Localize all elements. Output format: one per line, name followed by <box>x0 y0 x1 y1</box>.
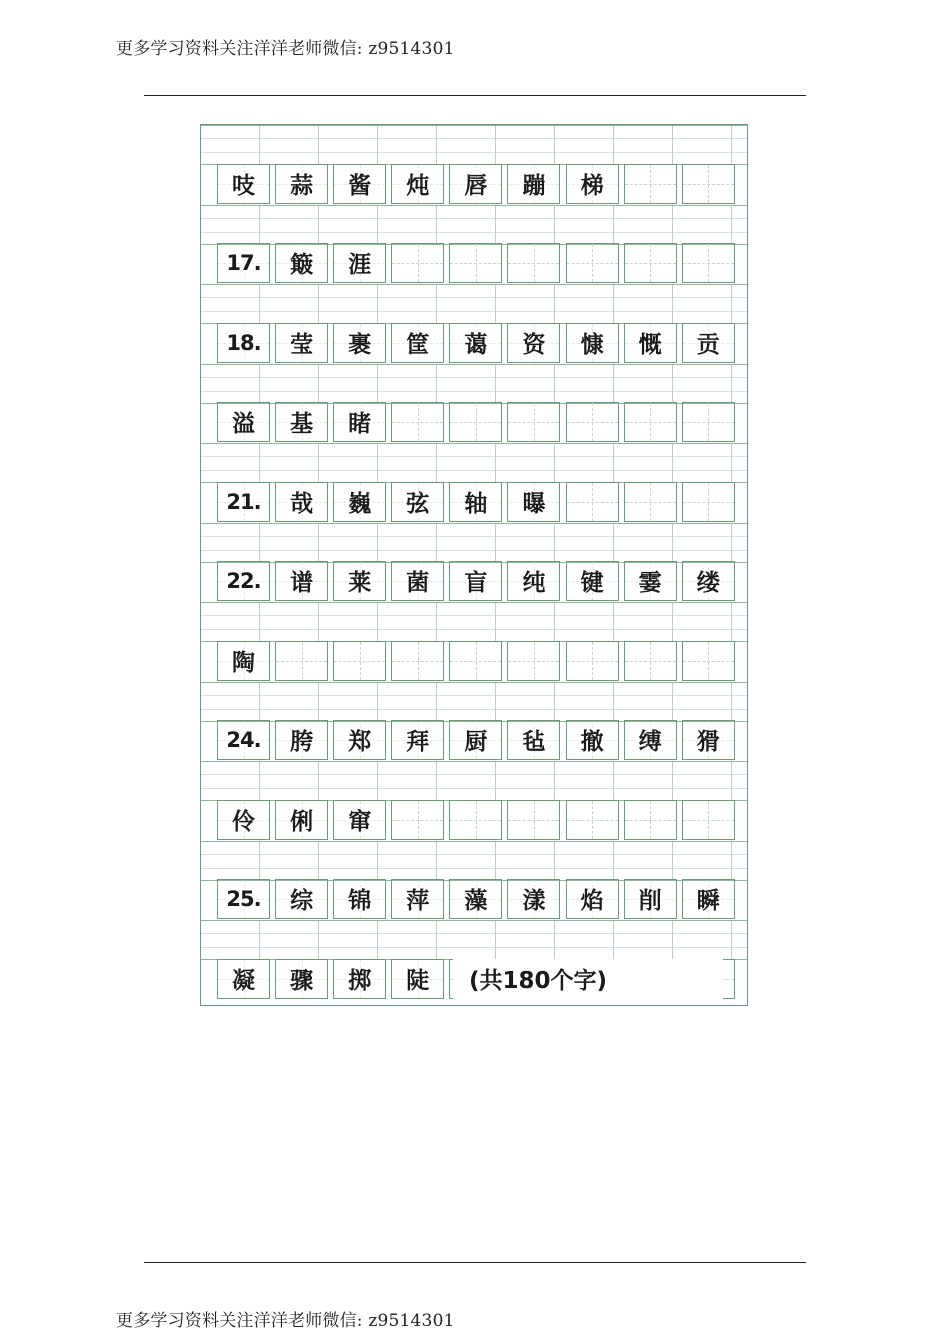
character-cell <box>449 164 502 204</box>
spacer-band <box>201 761 747 801</box>
cell-text: 裹 <box>348 332 372 358</box>
cell-text: 24. <box>226 727 261 752</box>
character-cell <box>275 800 328 840</box>
empty-cell <box>391 243 444 283</box>
character-cell <box>333 482 386 522</box>
character-cell <box>449 561 502 601</box>
character-cell <box>682 720 735 760</box>
cell-text: 毡 <box>522 729 546 755</box>
empty-cell <box>507 243 560 283</box>
cell-text: 撤 <box>580 729 604 755</box>
header-watermark-text: 更多学习资料关注洋洋老师微信: z9514301 <box>116 39 455 59</box>
cell-text: 综 <box>290 888 314 914</box>
grid-row <box>217 561 731 601</box>
empty-cell <box>624 402 677 442</box>
cell-text: 蒜 <box>290 173 314 199</box>
character-cell <box>682 879 735 919</box>
character-cell <box>449 482 502 522</box>
cell-text: 巍 <box>348 491 372 517</box>
cell-text: 锦 <box>348 888 372 914</box>
character-cell <box>682 323 735 363</box>
total-note-text: (共180个字) <box>469 968 608 994</box>
empty-cell <box>682 482 735 522</box>
grid-row <box>217 800 731 840</box>
empty-cell <box>507 402 560 442</box>
cell-text: 拜 <box>406 729 430 755</box>
empty-cell <box>682 164 735 204</box>
character-cell <box>566 164 619 204</box>
grid-row <box>217 402 731 442</box>
cell-text: 炖 <box>406 173 430 199</box>
empty-cell <box>624 164 677 204</box>
cell-text: 25. <box>226 886 261 911</box>
empty-cell <box>566 482 619 522</box>
cell-text: 唇 <box>464 173 488 199</box>
lesson-number-cell <box>217 482 270 522</box>
cell-text: 萍 <box>406 888 430 914</box>
character-cell <box>275 720 328 760</box>
cell-text: 17. <box>226 250 261 275</box>
cell-text: 缕 <box>696 570 720 596</box>
character-cell <box>449 720 502 760</box>
empty-cell <box>682 800 735 840</box>
character-cell <box>449 879 502 919</box>
empty-cell <box>566 800 619 840</box>
empty-cell <box>566 243 619 283</box>
cell-text: 纯 <box>522 570 546 596</box>
cell-text: 轴 <box>464 491 488 517</box>
character-cell <box>333 720 386 760</box>
cell-text: 曝 <box>522 491 546 517</box>
cell-text: 哉 <box>290 491 314 517</box>
grid-row <box>217 879 731 919</box>
empty-cell <box>682 641 735 681</box>
footer-watermark-text: 更多学习资料关注洋洋老师微信: z9514301 <box>116 1311 455 1331</box>
spacer-band <box>201 841 747 881</box>
spacer-band <box>201 443 747 483</box>
grid-row <box>217 164 731 204</box>
spacer-band <box>201 284 747 324</box>
spacer-band <box>201 920 747 960</box>
footer-rule <box>144 1262 806 1263</box>
cell-text: 陶 <box>232 650 255 676</box>
cell-text: 胯 <box>290 729 314 755</box>
cell-text: 霎 <box>638 570 662 596</box>
character-cell <box>391 720 444 760</box>
character-cell <box>275 402 328 442</box>
cell-text: 瞬 <box>696 888 720 914</box>
character-cell <box>217 800 270 840</box>
empty-cell <box>391 800 444 840</box>
cell-text: 莹 <box>290 332 314 358</box>
cell-text: 漾 <box>522 888 546 914</box>
empty-cell <box>566 641 619 681</box>
character-cell <box>449 323 502 363</box>
grid-row <box>217 243 731 283</box>
character-cell <box>275 959 328 999</box>
cell-text: 慨 <box>638 332 662 358</box>
character-cell <box>333 164 386 204</box>
cell-text: 陡 <box>406 968 430 994</box>
spacer-band <box>201 682 747 722</box>
empty-cell <box>682 402 735 442</box>
character-cell <box>333 561 386 601</box>
cell-text: 弦 <box>406 491 430 517</box>
grid-row <box>217 482 731 522</box>
spacer-band <box>201 205 747 245</box>
cell-text: 凝 <box>232 968 255 994</box>
cell-text: 溢 <box>232 411 255 437</box>
character-cell <box>275 164 328 204</box>
character-cell <box>391 959 444 999</box>
empty-cell <box>449 243 502 283</box>
character-cell <box>391 561 444 601</box>
cell-text: 谱 <box>290 570 314 596</box>
cell-text: 吱 <box>232 173 255 199</box>
empty-cell <box>624 243 677 283</box>
cell-text: 资 <box>522 332 546 358</box>
spacer-band <box>201 523 747 563</box>
character-cell <box>333 243 386 283</box>
lesson-number-cell <box>217 720 270 760</box>
character-cell <box>566 561 619 601</box>
character-cell <box>275 482 328 522</box>
cell-text: 键 <box>580 570 604 596</box>
character-cell <box>217 402 270 442</box>
empty-cell <box>507 641 560 681</box>
character-grid <box>200 124 748 1006</box>
empty-cell <box>624 482 677 522</box>
character-cell <box>333 402 386 442</box>
character-cell <box>275 243 328 283</box>
character-cell <box>507 482 560 522</box>
cell-text: 伶 <box>232 809 255 835</box>
character-cell <box>391 323 444 363</box>
cell-text: 厨 <box>464 729 488 755</box>
cell-text: 藻 <box>464 888 488 914</box>
empty-cell <box>449 800 502 840</box>
empty-cell <box>624 800 677 840</box>
character-cell <box>566 879 619 919</box>
cell-text: 蔼 <box>464 332 488 358</box>
character-cell <box>217 164 270 204</box>
character-cell <box>507 164 560 204</box>
cell-text: 俐 <box>290 809 314 835</box>
lesson-number-cell <box>217 879 270 919</box>
empty-cell <box>449 641 502 681</box>
character-cell <box>391 164 444 204</box>
empty-cell <box>333 641 386 681</box>
character-cell <box>682 561 735 601</box>
grid-row <box>217 323 731 363</box>
cell-text: 22. <box>226 568 261 593</box>
empty-cell <box>449 402 502 442</box>
cell-text: 涯 <box>348 252 372 278</box>
character-cell <box>333 879 386 919</box>
character-cell <box>507 879 560 919</box>
cell-text: 猾 <box>696 729 720 755</box>
spacer-band <box>201 602 747 642</box>
grid-row <box>217 720 731 760</box>
lesson-number-cell <box>217 323 270 363</box>
spacer-band <box>201 125 747 165</box>
cell-text: 酱 <box>348 173 372 199</box>
cell-text: 簸 <box>290 252 314 278</box>
cell-text: 21. <box>226 489 261 514</box>
character-cell <box>566 323 619 363</box>
cell-text: 削 <box>638 888 662 914</box>
empty-cell <box>507 800 560 840</box>
character-cell <box>507 323 560 363</box>
empty-cell <box>566 402 619 442</box>
empty-cell <box>391 641 444 681</box>
cell-text: 睹 <box>348 411 372 437</box>
cell-text: 蹦 <box>522 173 546 199</box>
lesson-number-cell <box>217 243 270 283</box>
cell-text: 骤 <box>290 968 314 994</box>
character-cell <box>333 323 386 363</box>
grid-row <box>217 641 731 681</box>
character-cell <box>391 482 444 522</box>
character-cell <box>624 323 677 363</box>
cell-text: 盲 <box>464 570 488 596</box>
total-note <box>453 959 723 999</box>
empty-cell <box>624 641 677 681</box>
empty-cell <box>275 641 328 681</box>
cell-text: 梯 <box>580 173 604 199</box>
cell-text: 慷 <box>580 332 604 358</box>
cell-text: 筐 <box>406 332 430 358</box>
empty-cell <box>682 243 735 283</box>
character-cell <box>217 641 270 681</box>
character-cell <box>624 879 677 919</box>
header-rule <box>144 95 806 96</box>
character-cell <box>391 879 444 919</box>
cell-text: 掷 <box>348 968 372 994</box>
character-cell <box>507 720 560 760</box>
character-cell <box>333 800 386 840</box>
character-cell <box>275 879 328 919</box>
cell-text: 郑 <box>348 729 372 755</box>
character-cell <box>217 959 270 999</box>
cell-text: 贡 <box>696 332 720 358</box>
cell-text: 莱 <box>348 570 372 596</box>
character-cell <box>275 323 328 363</box>
character-cell <box>566 720 619 760</box>
empty-cell <box>391 402 444 442</box>
cell-text: 18. <box>226 330 261 355</box>
cell-text: 菌 <box>406 570 430 596</box>
character-cell <box>624 561 677 601</box>
character-cell <box>507 561 560 601</box>
character-cell <box>624 720 677 760</box>
character-cell <box>275 561 328 601</box>
spacer-band <box>201 364 747 404</box>
character-cell <box>333 959 386 999</box>
cell-text: 窜 <box>348 809 372 835</box>
cell-text: 缚 <box>638 729 662 755</box>
lesson-number-cell <box>217 561 270 601</box>
cell-text: 焰 <box>580 888 604 914</box>
cell-text: 基 <box>290 411 314 437</box>
